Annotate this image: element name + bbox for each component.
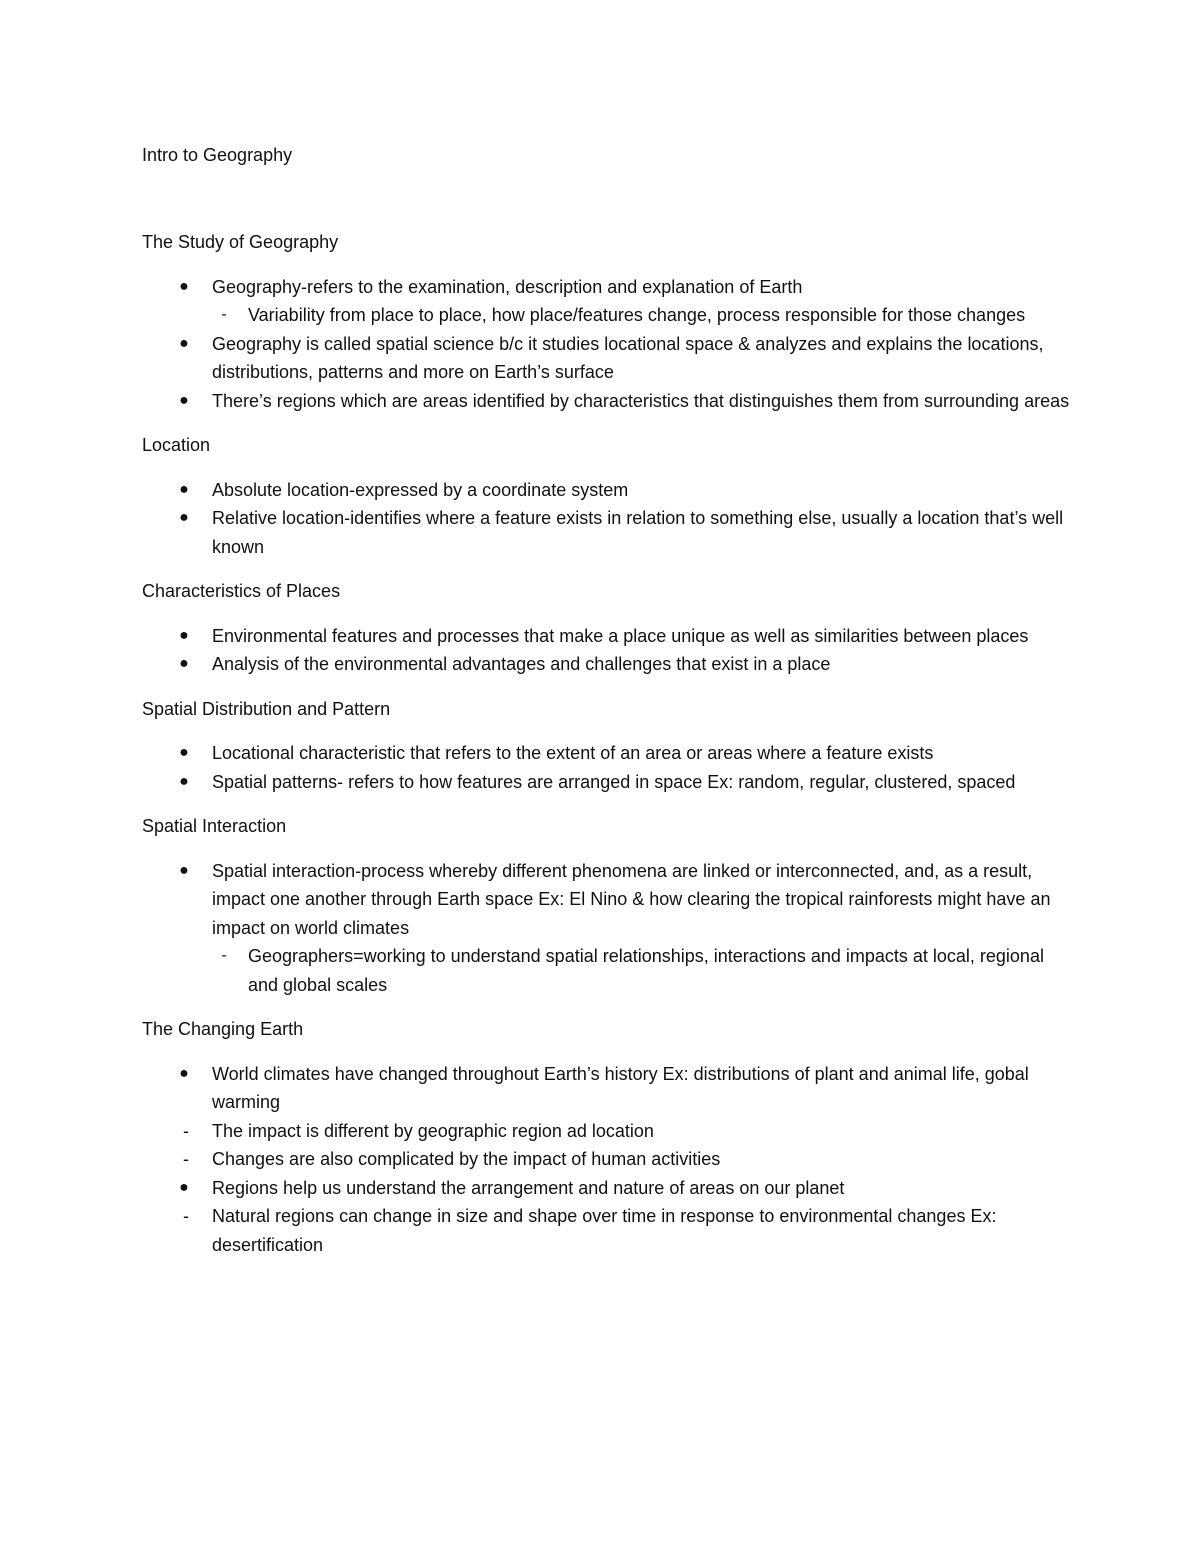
bullet-icon: ● — [179, 509, 189, 526]
item-text: The impact is different by geographic region ad location — [212, 1120, 654, 1141]
bullet-icon: ● — [179, 655, 189, 672]
section-heading: Characteristics of Places — [142, 581, 341, 601]
sub-list — [212, 301, 1072, 330]
section-list — [142, 1060, 1072, 1260]
item-text: Absolute location-expressed by a coordinate system — [212, 479, 629, 500]
bullet-item — [142, 622, 1072, 651]
section-heading: Location — [142, 435, 211, 455]
item-text: Spatial patterns- refers to how features are arranged in space Ex: random, regular, clustered, spaced — [212, 771, 1016, 792]
bullet-item — [142, 739, 1072, 768]
item-text: Environmental features and processes that make a place unique as well as similarities between places — [212, 625, 1029, 646]
item-text: Geography is called spatial science b/c it studies locational space & analyzes and explains the locations, distributions, patterns and more on Earth’s surface — [212, 333, 1044, 382]
section-heading: Spatial Interaction — [142, 816, 287, 836]
item-text: Analysis of the environmental advantages and challenges that exist in a place — [212, 654, 831, 674]
item-text: World climates have changed throughout Earth’s history Ex: distributions of plant and animal life, gobal warming — [212, 1063, 1029, 1112]
section-heading: The Study of Geography — [142, 232, 339, 252]
bullet-icon: ● — [179, 1178, 189, 1196]
section-heading: Spatial Distribution and Pattern — [142, 698, 391, 719]
bullet-item — [142, 273, 1072, 330]
bullet-item — [142, 768, 1072, 797]
item-text: Changes are also complicated by the impact of human activities — [212, 1149, 721, 1169]
dash-item — [142, 1117, 1072, 1146]
bullet-icon: ● — [179, 861, 189, 879]
dash-icon: - — [183, 1206, 189, 1226]
bullet-icon: ● — [179, 334, 189, 352]
bullet-icon: ● — [179, 744, 189, 761]
bullet-item — [142, 387, 1072, 416]
sub-item-text: Geographers=working to understand spatial relationships, interactions and impacts at local, regional and global scales — [248, 946, 1044, 995]
item-text: There’s regions which are areas identified by characteristics that distinguishes them from surrounding areas — [212, 390, 1070, 411]
bullet-item — [142, 650, 1072, 679]
bullet-icon: ● — [179, 772, 189, 790]
bullet-item — [142, 1060, 1072, 1117]
dash-icon: - — [183, 1120, 189, 1141]
dash-item — [142, 1145, 1072, 1174]
dash-item — [142, 1202, 1072, 1259]
sub-list — [212, 942, 1072, 999]
item-text: Natural regions can change in size and shape over time in response to environmental changes Ex: desertification — [212, 1206, 997, 1255]
sub-item — [212, 942, 1072, 999]
bullet-item — [142, 330, 1072, 387]
section-list — [142, 273, 1072, 416]
dash-icon: - — [221, 947, 227, 964]
bullet-item — [142, 857, 1072, 1000]
section-list — [142, 476, 1072, 562]
item-text: Locational characteristic that refers to the extent of an area or areas where a feature exists — [212, 743, 934, 763]
item-text: Spatial interaction-process whereby different phenomena are linked or interconnected, and, as a result, impact one another through Earth space Ex: El Nino & how clearing the tropical rainforests might have an impact on world climates — [212, 860, 1051, 938]
sub-item — [212, 301, 1072, 330]
section-list — [142, 739, 1072, 796]
bullet-item — [142, 504, 1072, 561]
item-text: Regions help us understand the arrangement and nature of areas on our planet — [212, 1177, 845, 1198]
document-title: Intro to Geography — [142, 145, 293, 165]
bullet-icon: ● — [179, 391, 189, 409]
bullet-icon: ● — [179, 480, 189, 498]
bullet-icon: ● — [179, 277, 189, 295]
section-list — [142, 622, 1072, 679]
document-body — [142, 228, 1072, 1275]
bullet-icon: ● — [179, 626, 189, 644]
dash-icon: - — [183, 1149, 189, 1169]
section-heading: The Changing Earth — [142, 1019, 304, 1039]
bullet-icon: ● — [179, 1064, 189, 1082]
item-text: Geography-refers to the examination, description and explanation of Earth — [212, 276, 803, 297]
section-list — [142, 857, 1072, 1000]
dash-icon: - — [221, 306, 227, 323]
bullet-item — [142, 1174, 1072, 1203]
sub-item-text: Variability from place to place, how place/features change, process responsible for those changes — [248, 305, 1026, 325]
item-text: Relative location-identifies where a feature exists in relation to something else, usually a location that’s well known — [212, 508, 1064, 557]
bullet-item — [142, 476, 1072, 505]
